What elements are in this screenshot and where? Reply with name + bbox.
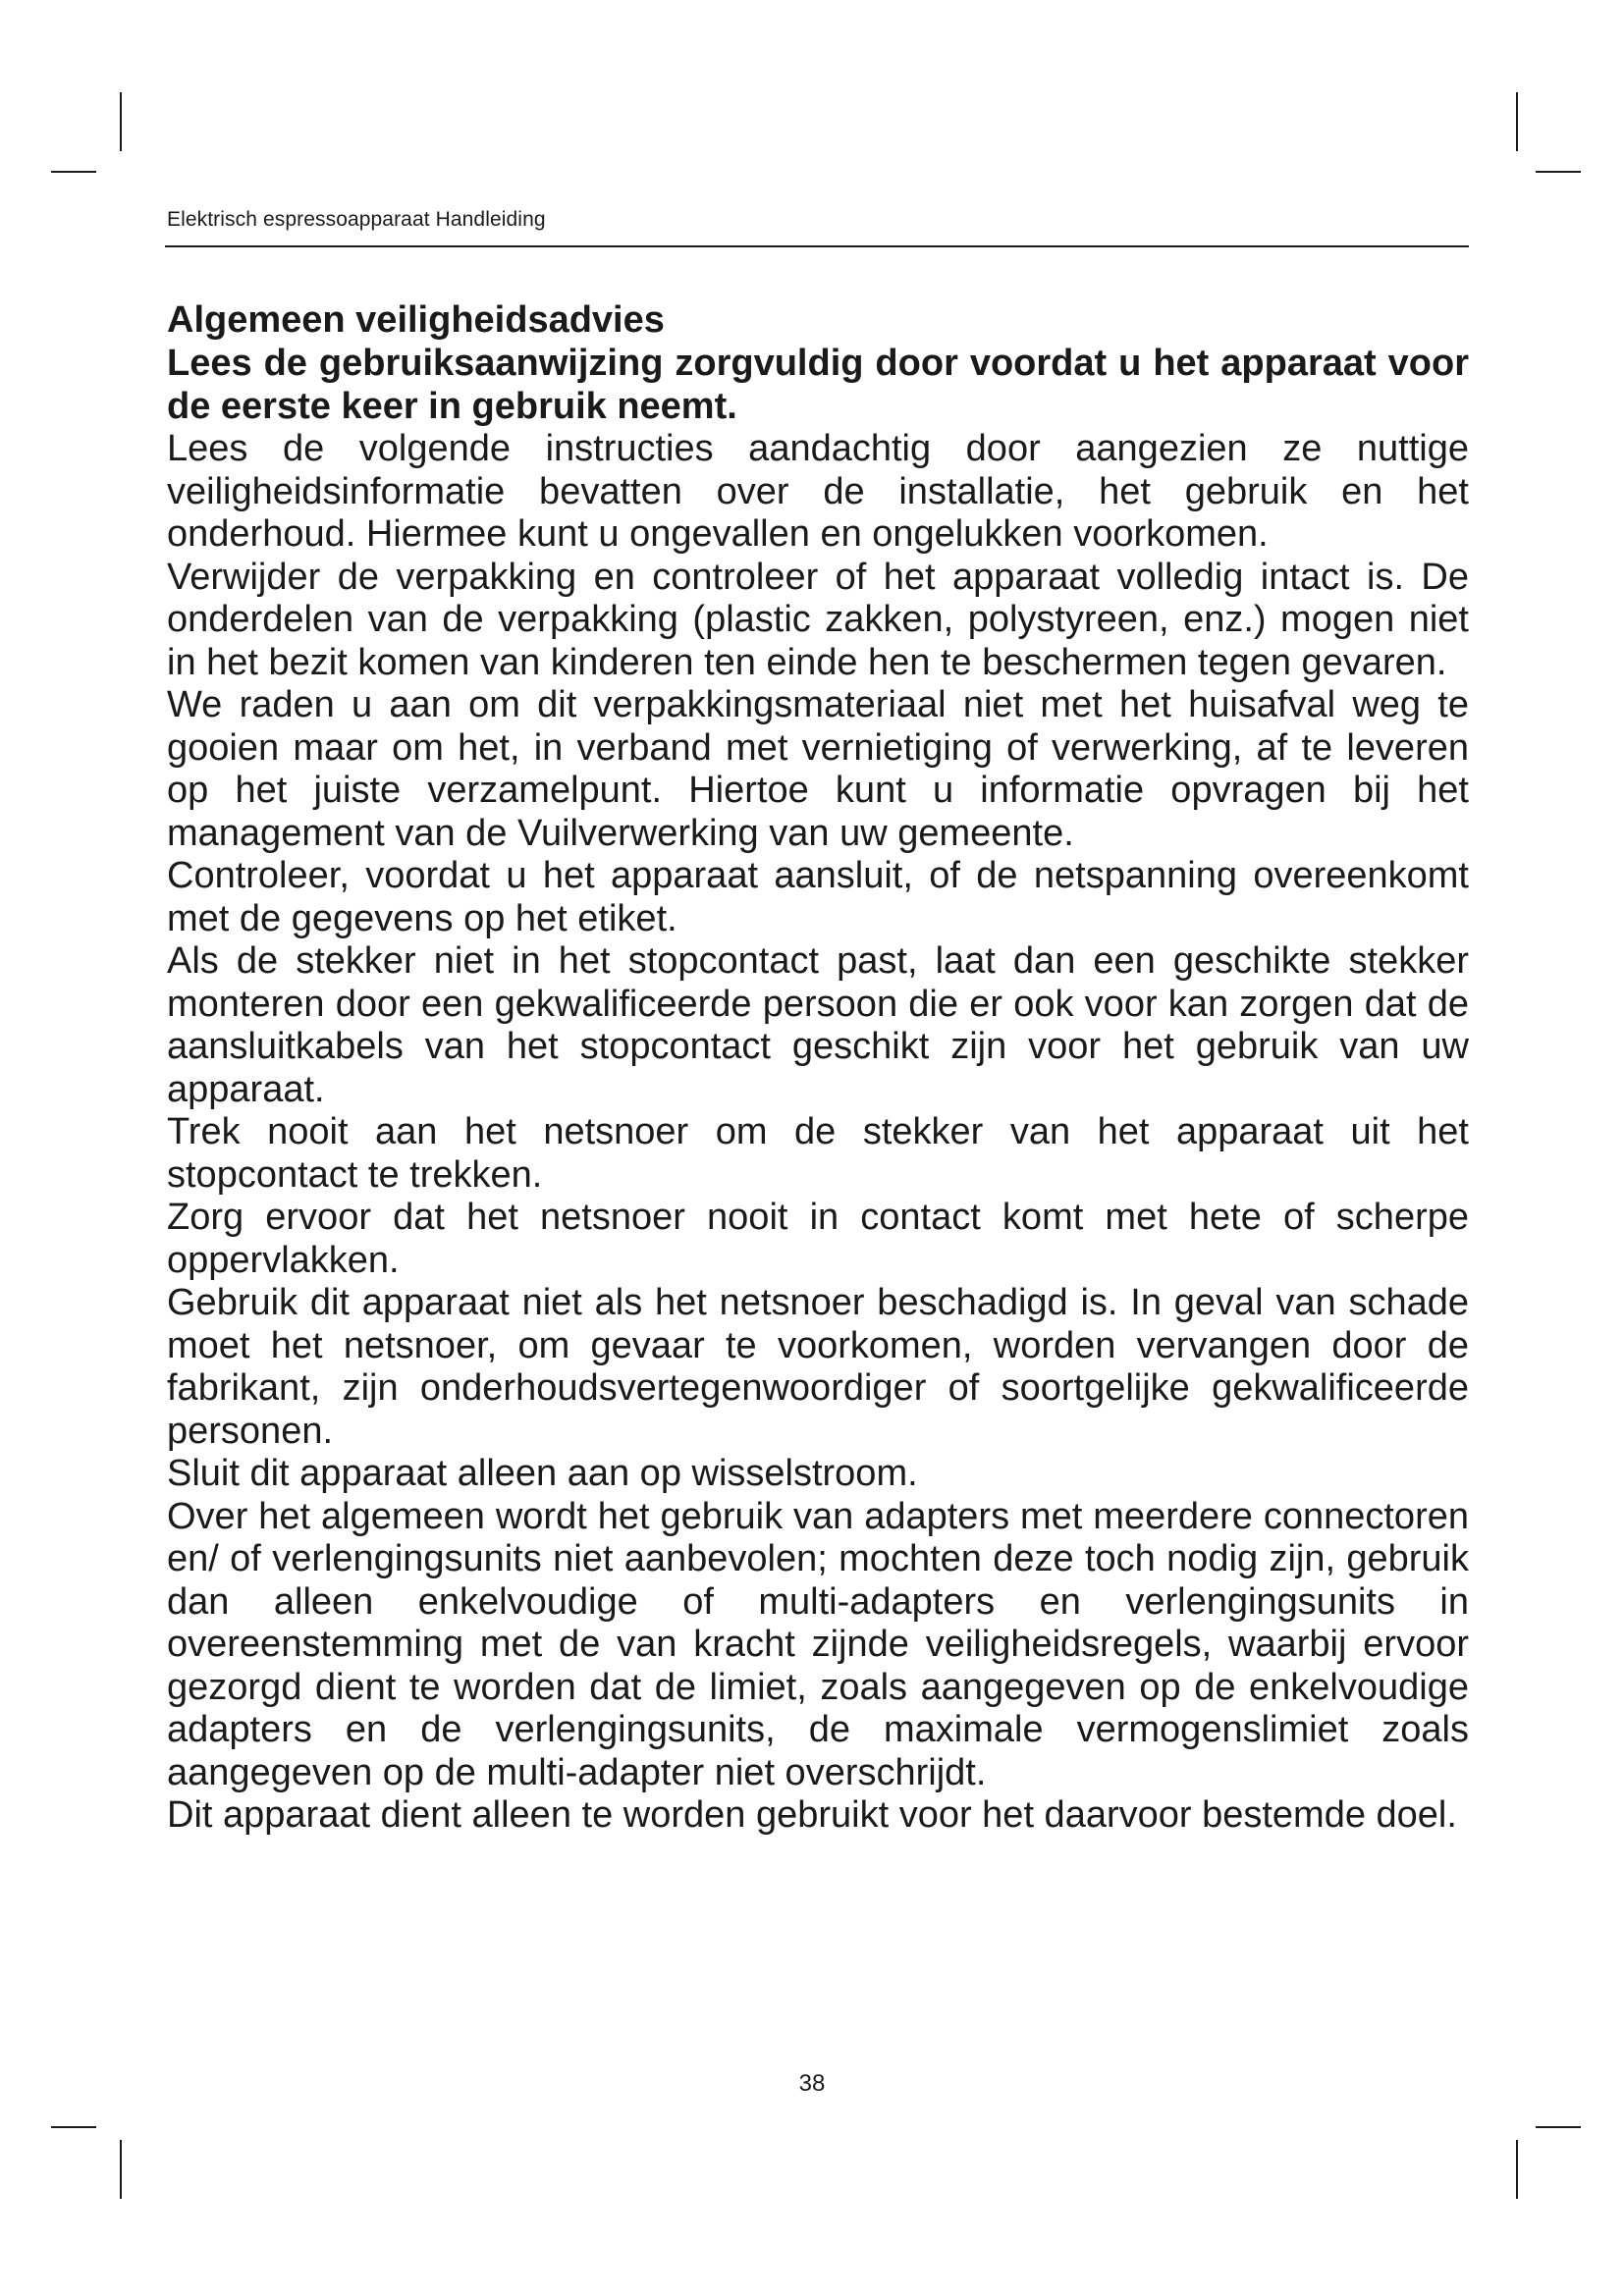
header-rule (165, 245, 1469, 247)
paragraph: Sluit dit apparaat alleen aan op wisselstroom. (167, 1453, 918, 1494)
paragraph: Lees de volgende instructies aandachtig door aangezien ze nuttige veiligheidsinformatie bevatten over de installatie, het gebruik en het onderhoud. Hiermee kunt u ongevallen en ongelukken voorkomen. (167, 428, 1469, 555)
running-header: Elektrisch espressoapparaat Handleiding (167, 208, 546, 231)
crop-mark-bottom-left-horizontal (51, 2126, 96, 2128)
crop-mark-bottom-right-vertical (1516, 2140, 1518, 2199)
crop-mark-top-right-horizontal (1536, 171, 1581, 173)
paragraph: Zorg ervoor dat het netsnoer nooit in contact komt met hete of scherpe oppervlakken. (167, 1197, 1469, 1281)
section-title: Algemeen veiligheidsadvies (167, 299, 665, 341)
section-subtitle: Lees de gebruiksaanwijzing zorgvuldig door voordat u het apparaat voor de eerste keer in gebruik neemt. (167, 343, 1469, 427)
paragraph: Dit apparaat dient alleen te worden gebruikt voor het daarvoor bestemde doel. (167, 1794, 1457, 1836)
crop-mark-top-left-vertical (120, 92, 122, 151)
paragraph: We raden u aan om dit verpakkingsmateriaal niet met het huisafval weg te gooien maar om het, in verband met vernietiging of verwerking, af te leveren op het juiste verzamelpunt. Hiertoe kunt u informatie opvragen bij het management van de Vuilverwerking van uw gemeente. (167, 684, 1469, 854)
paragraph: Controleer, voordat u het apparaat aansluit, of de netspanning overeenkomt met de gegevens op het etiket. (167, 855, 1469, 939)
crop-mark-bottom-left-vertical (120, 2140, 122, 2199)
paragraph: Verwijder de verpakking en controleer of het apparaat volledig intact is. De onderdelen van de verpakking (plastic zakken, polystyreen, enz.) mogen niet in het bezit komen van kinderen ten einde hen te beschermen tegen gevaren. (167, 556, 1469, 683)
crop-mark-top-left-horizontal (51, 171, 96, 173)
paragraph: Gebruik dit apparaat niet als het netsnoer beschadigd is. In geval van schade moet het netsnoer, om gevaar te voorkomen, worden vervangen door de fabrikant, zijn onderhoudsvertegenwoordiger of soortgelijke gekwalificeerde personen. (167, 1282, 1469, 1452)
paragraph: Trek nooit aan het netsnoer om de stekker van het apparaat uit het stopcontact te trekken. (167, 1111, 1469, 1196)
crop-mark-top-right-vertical (1516, 92, 1518, 151)
paragraph: Als de stekker niet in het stopcontact past, laat dan een geschikte stekker monteren door een gekwalificeerde persoon die er ook voor kan zorgen dat de aansluitkabels van het stopcontact geschikt zijn voor het gebruik van uw apparaat. (167, 940, 1469, 1110)
page-number: 38 (798, 2070, 826, 2097)
crop-mark-bottom-right-horizontal (1536, 2126, 1581, 2128)
main-content (167, 298, 1469, 1838)
paragraph: Over het algemeen wordt het gebruik van adapters met meerdere connectoren en/ of verlengingsunits niet aanbevolen; mochten deze toch nodig zijn, gebruik dan alleen enkelvoudige of multi-adapters en verlengingsunits in overeenstemming met de van kracht zijnde veiligheidsregels, waarbij ervoor gezorgd dient te worden dat de limiet, zoals aangegeven op de enkelvoudige adapters en de verlengingsunits, de maximale vermogenslimiet zoals aangegeven op de multi-adapter niet overschrijdt. (167, 1495, 1469, 1793)
